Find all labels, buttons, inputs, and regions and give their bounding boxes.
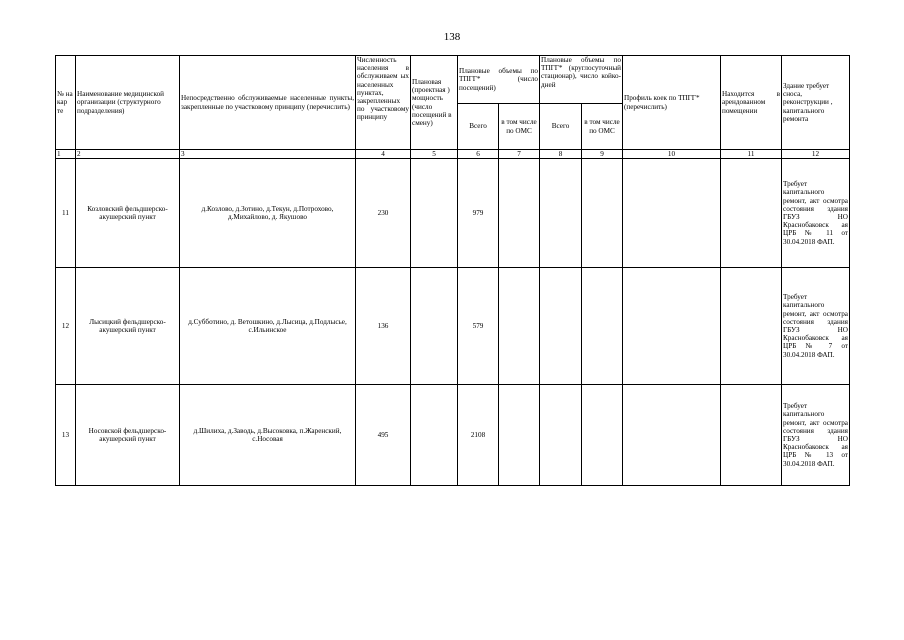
- bed-profile: [623, 159, 721, 268]
- header-organization: Наименование медицинской организации (структурного подразделения): [76, 56, 180, 150]
- header-visits-total: Всего: [458, 104, 499, 150]
- column-number: 7: [499, 150, 540, 159]
- column-number: 8: [540, 150, 582, 159]
- visits-oms: [499, 268, 540, 385]
- column-number: 5: [411, 150, 458, 159]
- capacity: [411, 268, 458, 385]
- visits-total: 979: [458, 159, 499, 268]
- beddays-oms: [582, 385, 623, 486]
- column-number: 11: [721, 150, 782, 159]
- column-number: 1: [56, 150, 76, 159]
- header-row: [56, 56, 850, 104]
- capacity: [411, 159, 458, 268]
- column-number: 10: [623, 150, 721, 159]
- page-number: 138: [443, 31, 461, 43]
- organization-name: Лысицкий фельдшерско-акушерский пункт: [76, 268, 180, 385]
- rented: [721, 159, 782, 268]
- header-planned-visits: Плановые объемы по ТПГГ* (число посещений): [458, 56, 540, 104]
- header-rented: Находится в арендованном помещении: [721, 56, 782, 150]
- repair-status: Требует капитального ремонт, акт осмотра состояния здания ГБУЗ НО Краснобаковск ая ЦРБ № 7 от 30.04.2018 ФАП.: [782, 268, 850, 385]
- header-number: № на кар те: [56, 56, 76, 150]
- row-number: 11: [56, 159, 76, 268]
- settlements: д.Козлово, д.Зотино, д.Текун, д.Потрохово, д.Михайлово, д. Якушово: [180, 159, 356, 268]
- repair-status: Требует капитального ремонт, акт осмотра состояния здания ГБУЗ НО Краснобаковск ая ЦРБ № 11 от 30.04.2018 ФАП.: [782, 159, 850, 268]
- repair-status: Требует капитального ремонт, акт осмотра состояния здания ГБУЗ НО Краснобаковск ая ЦРБ № 13 от 30.04.2018 ФАП.: [782, 385, 850, 486]
- organization-name: Носовской фельдшерско-акушерский пункт: [76, 385, 180, 486]
- visits-total: 2108: [458, 385, 499, 486]
- header-beddays-oms: в том числе по ОМС: [582, 104, 623, 150]
- visits-total: 579: [458, 268, 499, 385]
- table-row: [56, 159, 850, 268]
- row-number: 13: [56, 385, 76, 486]
- beddays-total: [540, 268, 582, 385]
- header-settlements: Непосредственно обслуживаемые населенные пункты, закрепленные по участковому принципу (перечислить): [180, 56, 356, 150]
- header-capacity: Плановая (проектная ) мощность (число посещений в смену): [411, 56, 458, 150]
- facilities-table: [55, 55, 850, 486]
- visits-oms: [499, 385, 540, 486]
- beddays-oms: [582, 159, 623, 268]
- column-number: 3: [180, 150, 356, 159]
- population: 230: [356, 159, 411, 268]
- settlements: д.Шилиха, д.Заводь, д.Высоковка, п.Жаренский, с.Носовая: [180, 385, 356, 486]
- header-planned-beddays: Плановые объемы по ТПГГ* (круглосуточный стационар), число койко-дней: [540, 56, 623, 104]
- visits-oms: [499, 159, 540, 268]
- organization-name: Козловский фельдшерско-акушерский пункт: [76, 159, 180, 268]
- beddays-total: [540, 159, 582, 268]
- capacity: [411, 385, 458, 486]
- settlements: д.Субботино, д. Ветошкино, д.Лысица, д.Подлысье, с.Ильинское: [180, 268, 356, 385]
- rented: [721, 268, 782, 385]
- beddays-oms: [582, 268, 623, 385]
- header-visits-oms: в том числе по ОМС: [499, 104, 540, 150]
- population: 136: [356, 268, 411, 385]
- header-repair: Здание требует сноса, реконструкции , капитального ремонта: [782, 56, 850, 150]
- column-number: 9: [582, 150, 623, 159]
- population: 495: [356, 385, 411, 486]
- bed-profile: [623, 268, 721, 385]
- column-number: 12: [782, 150, 850, 159]
- column-number: 2: [76, 150, 180, 159]
- bed-profile: [623, 385, 721, 486]
- header-bed-profile: Профиль коек по ТПГГ* (перечислить): [623, 56, 721, 150]
- rented: [721, 385, 782, 486]
- header-population: Численность населения в обслуживаем ых населенных пунктах, закрепленных по участковому принципу: [356, 56, 411, 150]
- column-number-row: [56, 150, 850, 159]
- column-number: 4: [356, 150, 411, 159]
- column-number: 6: [458, 150, 499, 159]
- row-number: 12: [56, 268, 76, 385]
- table-row: [56, 385, 850, 486]
- beddays-total: [540, 385, 582, 486]
- table-row: [56, 268, 850, 385]
- header-beddays-total: Всего: [540, 104, 582, 150]
